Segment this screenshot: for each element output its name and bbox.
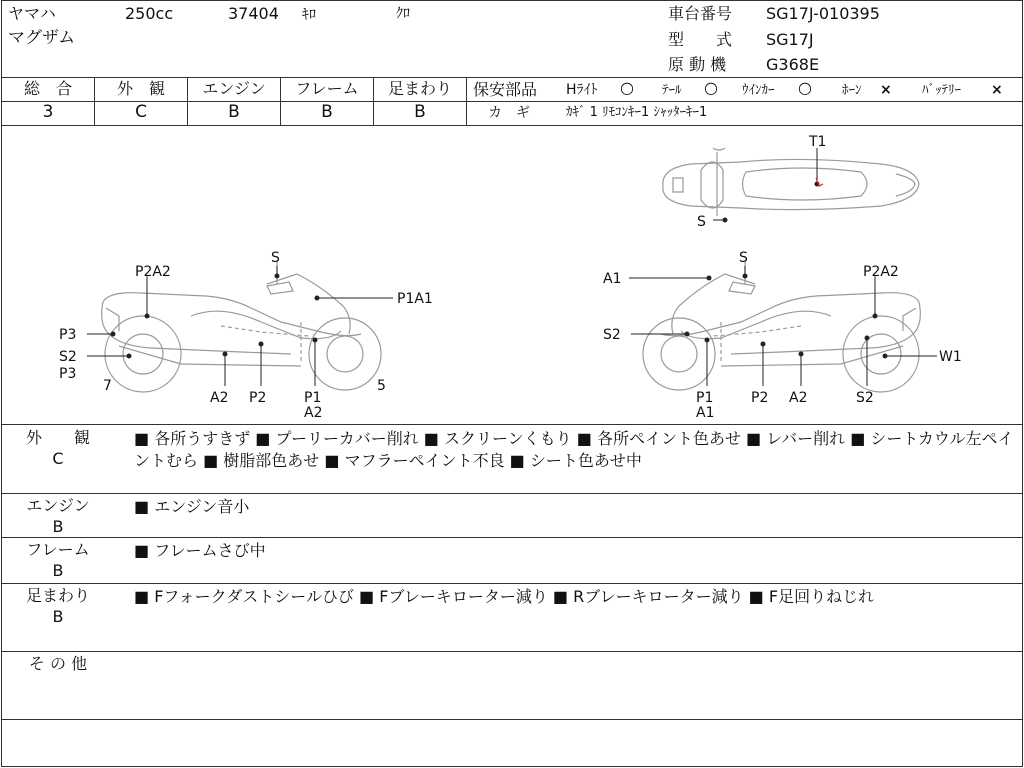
safety-battery: ﾊﾞｯﾃﾘｰ [922,83,961,98]
score-header-engine: エンジン [202,79,266,98]
frame-no: SG17J-010395 [766,4,880,23]
color: ｸﾛ [396,6,410,22]
safety-horn: ﾎｰﾝ [842,83,862,98]
diagram-label: P2 [249,390,267,406]
comment-divider [1,719,1023,720]
diagram-label: S2 [603,327,621,343]
tail-mark: ○ [704,78,718,97]
diagram-label: 5 [377,378,386,394]
score-header-exterior: 外 観 [116,79,165,98]
comment-text-frame: ■ フレームさび中 [134,541,266,560]
comment-grade-engine: B [52,517,64,536]
comment-text-suspension: ■ Fフォークダストシールひび ■ Fブレーキローター減り ■ Rブレーキローター減り ■ F足回りねじれ [134,587,875,606]
type-value: SG17J [766,30,814,49]
displacement: 250cc [125,4,174,23]
diagram-label: P2A2 [135,264,171,280]
score-frame: B [321,102,333,122]
comment-category-suspension: 足まわり [25,586,90,605]
key-text: ｶｷﾞ 1 ﾘﾓｺﾝｷｰ1 ｼｬｯﾀｰｷｰ1 [566,105,708,120]
diagram-label: A2 [210,390,229,406]
safety-headlight: Hﾗｲﾄ [566,82,598,98]
comment-divider [1,651,1023,652]
comment-category-engine: エンジン [26,496,90,515]
diagram-label: A2 [304,405,323,421]
diagram-label: P1 [696,390,714,406]
score-header-suspension: 足まわり [387,79,452,98]
comment-category-exterior: 外 観 [25,428,90,447]
diagram-label: S [271,250,280,266]
engine-value: G368E [766,55,820,74]
mileage-unit: ｷﾛ [302,7,316,23]
diagram-label: A1 [603,271,622,287]
comment-category-other: そ の 他 [28,654,88,673]
score-row-divider [1,101,1023,102]
comment-divider [1,583,1023,584]
diagram-label: P2A2 [863,264,899,280]
diagram-bottom-divider [1,424,1023,425]
diagram-label: S [697,214,706,230]
diagram-label: A1 [696,405,715,421]
mileage: 37404 [228,4,279,23]
safety-tail: ﾃｰﾙ [662,83,682,98]
diagram-label: S2 [59,349,77,365]
scooter-top-view [663,148,919,216]
comment-divider [1,537,1023,538]
comment-grade-suspension: B [52,607,64,626]
diagram-label: S2 [856,390,874,406]
comment-grade-exterior: C [52,449,64,468]
diagram-label: P2 [751,390,769,406]
horn-mark: × [880,82,892,98]
frame-no-label: 車台番号 [668,4,733,23]
score-header-overall: 総 合 [23,79,72,98]
safety-label: 保安部品 [473,80,538,99]
scooter-left-view [102,262,381,392]
engine-label: 原 動 機 [668,55,727,74]
score-header-frame: フレーム [295,79,359,98]
diagram-label: T1 [809,134,827,150]
diagram-label: W1 [939,349,962,365]
header-divider [1,77,1023,78]
comment-text-exterior: ■ 各所うすきず ■ プーリーカバー削れ ■ スクリーンくもり ■ 各所ペイント色あせ ■ レバー削れ ■ シートカウル左ペイントむら ■ 樹脂部色あせ ■ マフラーペイント不良 ■ シート色あせ中 [134,429,1014,470]
damage-diagram [1,126,1023,423]
battery-mark: × [991,82,1003,98]
score-overall: 3 [42,102,54,122]
diagram-label: P1A1 [397,291,433,307]
model-name: マグザム [8,28,76,48]
maker: ヤマハ [8,4,56,23]
score-engine: B [228,102,240,122]
scooter-right-view [643,262,920,392]
comment-grade-frame: B [52,561,64,580]
score-suspension: B [414,102,426,122]
type-label: 型 式 [668,30,733,49]
score-exterior: C [135,102,147,122]
diagram-label: P3 [59,366,77,382]
diagram-label: 7 [103,378,112,394]
safety-winker: ｳｲﾝｶｰ [742,83,775,98]
winker-mark: ○ [798,78,812,97]
diagram-label: A2 [789,390,808,406]
comment-divider [1,493,1023,494]
diagram-label: P1 [304,390,322,406]
headlight-mark: ○ [620,78,634,97]
comment-text-engine: ■ エンジン音小 [134,497,250,516]
diagram-label: P3 [59,327,77,343]
comment-category-frame: フレーム [26,540,90,559]
diagram-label: S [739,250,748,266]
key-label: カ ギ [488,105,530,121]
